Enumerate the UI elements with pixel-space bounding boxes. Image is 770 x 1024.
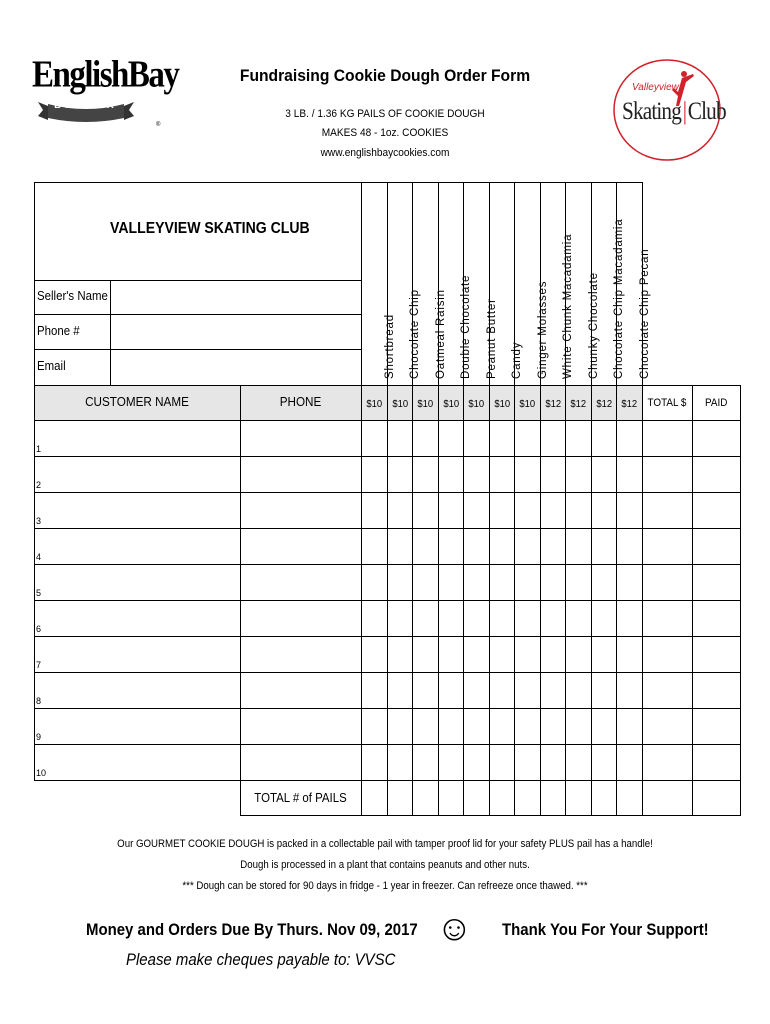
brand-word: EnglishBay [32, 54, 179, 96]
product-price: $10 [366, 398, 383, 410]
quantity-cell[interactable] [565, 636, 592, 673]
paid-cell[interactable] [692, 492, 742, 529]
row-number: 8 [36, 696, 42, 706]
email-field[interactable] [110, 349, 362, 386]
product-label-wrap-11 [616, 182, 651, 385]
customer-name-cell[interactable] [34, 564, 241, 601]
quantity-cell[interactable] [387, 528, 414, 565]
total-cell[interactable] [642, 492, 693, 529]
quantity-cell[interactable] [591, 492, 618, 529]
quantity-cell[interactable] [489, 708, 516, 745]
quantity-cell[interactable] [438, 636, 465, 673]
row-number: 4 [36, 552, 42, 562]
total-pails-cell[interactable] [387, 780, 414, 816]
product-name: Oatmeal Raisin [434, 289, 447, 379]
product-label-wrap-2 [387, 182, 422, 385]
quantity-cell[interactable] [591, 708, 618, 745]
product-name: Chunky Chocolate [587, 272, 600, 379]
packaging-note: Our GOURMET COOKIE DOUGH is packed in a collectable pail with tamper proof lid for your safety PLUS pail has a handle! [117, 838, 653, 850]
quantity-cell[interactable] [540, 744, 567, 781]
product-label-wrap-4 [438, 182, 473, 385]
phone-cell[interactable] [240, 636, 362, 673]
total-pails-cell[interactable] [616, 780, 643, 816]
brand-banner-text: BATTER [54, 100, 118, 111]
phone-cell[interactable] [240, 420, 362, 457]
paid-cell[interactable] [692, 744, 742, 781]
email-label: Email [37, 358, 66, 373]
product-name: Shortbread [383, 314, 396, 379]
total-pails-cell[interactable] [591, 780, 618, 816]
quantity-cell[interactable] [565, 456, 592, 493]
row-number: 10 [36, 768, 47, 778]
phone-cell[interactable] [240, 672, 362, 709]
price-cell-5 [463, 385, 490, 421]
paid-cell[interactable] [692, 636, 742, 673]
product-name: Chocolate Chip Pecan [638, 248, 651, 379]
product-price: $12 [544, 398, 561, 410]
quantity-cell[interactable] [463, 528, 490, 565]
quantity-cell[interactable] [616, 600, 643, 637]
quantity-cell[interactable] [565, 744, 592, 781]
quantity-cell[interactable] [387, 636, 414, 673]
customer-name-cell[interactable] [34, 636, 241, 673]
quantity-cell[interactable] [616, 420, 643, 457]
quantity-cell[interactable] [463, 456, 490, 493]
quantity-cell[interactable] [489, 420, 516, 457]
quantity-cell[interactable] [540, 420, 567, 457]
quantity-cell[interactable] [361, 636, 388, 673]
quantity-cell[interactable] [489, 636, 516, 673]
product-label-wrap-6 [489, 182, 524, 385]
quantity-cell[interactable] [514, 744, 541, 781]
paid-cell[interactable] [692, 420, 742, 457]
quantity-cell[interactable] [616, 672, 643, 709]
quantity-cell[interactable] [361, 672, 388, 709]
quantity-cell[interactable] [361, 456, 388, 493]
total-pails-cell[interactable] [489, 780, 516, 816]
product-label-wrap-8 [540, 182, 575, 385]
quantity-cell[interactable] [361, 600, 388, 637]
quantity-cell[interactable] [591, 636, 618, 673]
total-cell[interactable] [642, 708, 693, 745]
product-price: $10 [417, 398, 434, 410]
quantity-cell[interactable] [412, 492, 439, 529]
quantity-cell[interactable] [514, 672, 541, 709]
quantity-cell[interactable] [412, 672, 439, 709]
paid-cell[interactable] [692, 672, 742, 709]
paid-cell[interactable] [692, 708, 742, 745]
price-cell-8 [540, 385, 567, 421]
paid-header-text: PAID [704, 397, 727, 409]
row-number: 3 [36, 516, 42, 526]
quantity-cell[interactable] [361, 708, 388, 745]
product-price: $10 [519, 398, 536, 410]
total-pails-cell[interactable] [361, 780, 388, 816]
phone-cell[interactable] [240, 456, 362, 493]
smiley-icon: ☺ [436, 907, 473, 948]
quantity-cell[interactable] [489, 456, 516, 493]
quantity-cell[interactable] [463, 492, 490, 529]
pail-size: 3 LB. / 1.36 KG PAILS OF COOKIE DOUGH [285, 108, 485, 120]
allergy-note: Dough is processed in a plant that contains peanuts and other nuts. [240, 859, 530, 871]
row-number: 5 [36, 588, 42, 598]
grand-total-cell[interactable] [642, 780, 693, 816]
quantity-cell[interactable] [463, 600, 490, 637]
customer-name-cell[interactable] [34, 744, 241, 781]
quantity-cell[interactable] [565, 492, 592, 529]
customer-name-cell[interactable] [34, 672, 241, 709]
quantity-cell[interactable] [463, 672, 490, 709]
total-cell[interactable] [642, 600, 693, 637]
product-label-wrap-10 [591, 182, 626, 385]
product-name: Ginger Molasses [536, 280, 549, 379]
club-name: VALLEYVIEW SKATING CLUB [110, 220, 310, 237]
total-cell[interactable] [642, 528, 693, 565]
quantity-cell[interactable] [616, 564, 643, 601]
product-label-wrap-1 [361, 182, 396, 385]
club-logo-skating: Skating|Club [622, 98, 726, 125]
product-price: $12 [621, 398, 638, 410]
phone-cell[interactable] [240, 528, 362, 565]
skating-club-logo [612, 58, 726, 162]
due-date: Money and Orders Due By Thurs. Nov 09, 2017 [86, 920, 418, 939]
form-title: Fundraising Cookie Dough Order Form [239, 66, 531, 85]
quantity-cell[interactable] [412, 600, 439, 637]
total-cell[interactable] [642, 564, 693, 601]
quantity-cell[interactable] [412, 744, 439, 781]
total-cell[interactable] [642, 672, 693, 709]
quantity-cell[interactable] [361, 528, 388, 565]
quantity-cell[interactable] [540, 672, 567, 709]
quantity-cell[interactable] [412, 564, 439, 601]
phone-cell[interactable] [240, 492, 362, 529]
quantity-cell[interactable] [387, 420, 414, 457]
quantity-cell[interactable] [361, 564, 388, 601]
total-pails-label: TOTAL # of PAILS [254, 790, 347, 805]
row-number: 9 [36, 732, 42, 742]
phone-cell[interactable] [240, 600, 362, 637]
quantity-cell[interactable] [489, 600, 516, 637]
quantity-cell[interactable] [489, 492, 516, 529]
price-cell-11 [616, 385, 643, 421]
quantity-cell[interactable] [514, 456, 541, 493]
quantity-cell[interactable] [387, 744, 414, 781]
phone-cell[interactable] [240, 564, 362, 601]
quantity-cell[interactable] [412, 636, 439, 673]
quantity-cell[interactable] [438, 420, 465, 457]
price-cell-3 [412, 385, 439, 421]
price-cell-1 [361, 385, 388, 421]
price-cell-9 [565, 385, 592, 421]
price-cell-2 [387, 385, 414, 421]
row-number: 2 [36, 480, 42, 490]
paid-cell[interactable] [692, 528, 742, 565]
customer-name-cell[interactable] [34, 708, 241, 745]
quantity-cell[interactable] [387, 708, 414, 745]
customer-name-cell[interactable] [34, 420, 241, 457]
quantity-cell[interactable] [438, 564, 465, 601]
quantity-cell[interactable] [514, 492, 541, 529]
customer-name-cell[interactable] [34, 600, 241, 637]
price-cell-10 [591, 385, 618, 421]
quantity-cell[interactable] [514, 528, 541, 565]
phone-cell[interactable] [240, 744, 362, 781]
storage-note: *** Dough can be stored for 90 days in fridge - 1 year in freezer. Can refreeze once thawed. *** [182, 880, 588, 892]
quantity-cell[interactable] [540, 708, 567, 745]
seller-name-field[interactable] [110, 280, 362, 315]
phone-cell[interactable] [240, 708, 362, 745]
total-pails-cell[interactable] [463, 780, 490, 816]
club-logo-small: Valleyview [632, 82, 679, 93]
total-pails-cell[interactable] [540, 780, 567, 816]
quantity-cell[interactable] [463, 708, 490, 745]
product-price: $10 [391, 398, 408, 410]
grand-paid-cell[interactable] [692, 780, 742, 816]
product-name: White Chunk Macadamia [562, 233, 575, 379]
quantity-cell[interactable] [489, 672, 516, 709]
quantity-cell[interactable] [514, 708, 541, 745]
quantity-cell[interactable] [514, 636, 541, 673]
product-name: Double Chocolate [460, 274, 473, 379]
quantity-cell[interactable] [387, 564, 414, 601]
quantity-cell[interactable] [438, 744, 465, 781]
price-cell-4 [438, 385, 465, 421]
quantity-cell[interactable] [412, 420, 439, 457]
quantity-cell[interactable] [540, 636, 567, 673]
quantity-cell[interactable] [438, 492, 465, 529]
quantity-cell[interactable] [565, 564, 592, 601]
quantity-cell[interactable] [565, 672, 592, 709]
total-cell[interactable] [642, 636, 693, 673]
product-name: Chocolate Chip Macadamia [613, 218, 626, 379]
total-cell[interactable] [642, 744, 693, 781]
paid-cell[interactable] [692, 564, 742, 601]
quantity-cell[interactable] [591, 672, 618, 709]
quantity-cell[interactable] [591, 528, 618, 565]
price-cell-7 [514, 385, 541, 421]
product-label-wrap-9 [565, 182, 600, 385]
website: www.englishbaycookies.com [320, 147, 450, 159]
quantity-cell[interactable] [387, 492, 414, 529]
quantity-cell[interactable] [361, 420, 388, 457]
quantity-cell[interactable] [565, 600, 592, 637]
quantity-cell[interactable] [540, 528, 567, 565]
product-price: $10 [442, 398, 459, 410]
total-pails-cell[interactable] [514, 780, 541, 816]
customer-name-cell[interactable] [34, 492, 241, 529]
row-number: 7 [36, 660, 42, 670]
quantity-cell[interactable] [361, 492, 388, 529]
quantity-cell[interactable] [540, 600, 567, 637]
quantity-cell[interactable] [412, 528, 439, 565]
total-pails-cell[interactable] [438, 780, 465, 816]
quantity-cell[interactable] [463, 420, 490, 457]
quantity-cell[interactable] [489, 564, 516, 601]
quantity-cell[interactable] [616, 636, 643, 673]
quantity-cell[interactable] [514, 564, 541, 601]
quantity-cell[interactable] [438, 456, 465, 493]
quantity-cell[interactable] [565, 708, 592, 745]
quantity-cell[interactable] [387, 672, 414, 709]
product-name: Chocolate Chip [409, 289, 422, 379]
quantity-cell[interactable] [565, 420, 592, 457]
product-label-wrap-7 [514, 182, 549, 385]
price-cell-6 [489, 385, 516, 421]
total-cell[interactable] [642, 420, 693, 457]
quantity-cell[interactable] [565, 528, 592, 565]
product-price: $10 [468, 398, 485, 410]
cheque-payable: Please make cheques payable to: VVSC [126, 950, 396, 969]
quantity-cell[interactable] [361, 744, 388, 781]
trademark: ® [156, 122, 161, 128]
quantity-cell[interactable] [591, 456, 618, 493]
quantity-cell[interactable] [438, 708, 465, 745]
thank-you: Thank You For Your Support! [502, 920, 709, 939]
phone-label: Phone # [37, 322, 80, 338]
product-name: Peanut Butter [485, 298, 498, 379]
total-header-text: TOTAL $ [647, 397, 686, 409]
row-number: 1 [36, 444, 42, 454]
total-pails-cell[interactable] [565, 780, 592, 816]
quantity-cell[interactable] [514, 420, 541, 457]
customer-name-header-text: CUSTOMER NAME [85, 394, 189, 409]
total-cell[interactable] [642, 456, 693, 493]
quantity-cell[interactable] [438, 672, 465, 709]
quantity-cell[interactable] [463, 564, 490, 601]
quantity-cell[interactable] [540, 492, 567, 529]
quantity-cell[interactable] [616, 528, 643, 565]
phone-header-text: PHONE [279, 394, 322, 409]
quantity-cell[interactable] [412, 456, 439, 493]
cookie-yield: MAKES 48 - 1oz. COOKIES [321, 127, 449, 139]
quantity-cell[interactable] [438, 600, 465, 637]
quantity-cell[interactable] [591, 420, 618, 457]
quantity-cell[interactable] [540, 564, 567, 601]
quantity-cell[interactable] [489, 744, 516, 781]
quantity-cell[interactable] [591, 600, 618, 637]
quantity-cell[interactable] [387, 600, 414, 637]
product-price: $12 [595, 398, 612, 410]
paid-cell[interactable] [692, 456, 742, 493]
quantity-cell[interactable] [489, 528, 516, 565]
quantity-cell[interactable] [463, 636, 490, 673]
customer-name-cell[interactable] [34, 528, 241, 565]
quantity-cell[interactable] [591, 744, 618, 781]
product-price: $10 [493, 398, 510, 410]
product-label-wrap-5 [463, 182, 498, 385]
paid-cell[interactable] [692, 600, 742, 637]
product-label-wrap-3 [412, 182, 447, 385]
quantity-cell[interactable] [616, 708, 643, 745]
quantity-cell[interactable] [438, 528, 465, 565]
phone-field[interactable] [110, 314, 362, 350]
quantity-cell[interactable] [591, 564, 618, 601]
quantity-cell[interactable] [514, 600, 541, 637]
quantity-cell[interactable] [616, 456, 643, 493]
product-name: Candy [511, 341, 524, 379]
customer-name-cell[interactable] [34, 456, 241, 493]
quantity-cell[interactable] [540, 456, 567, 493]
quantity-cell[interactable] [616, 744, 643, 781]
english-bay-logo [32, 52, 179, 142]
row-number: 6 [36, 624, 42, 634]
quantity-cell[interactable] [387, 456, 414, 493]
quantity-cell[interactable] [616, 492, 643, 529]
quantity-cell[interactable] [412, 708, 439, 745]
seller-name-label: Seller's Name [37, 288, 108, 303]
product-price: $12 [570, 398, 587, 410]
total-pails-cell[interactable] [412, 780, 439, 816]
quantity-cell[interactable] [463, 744, 490, 781]
